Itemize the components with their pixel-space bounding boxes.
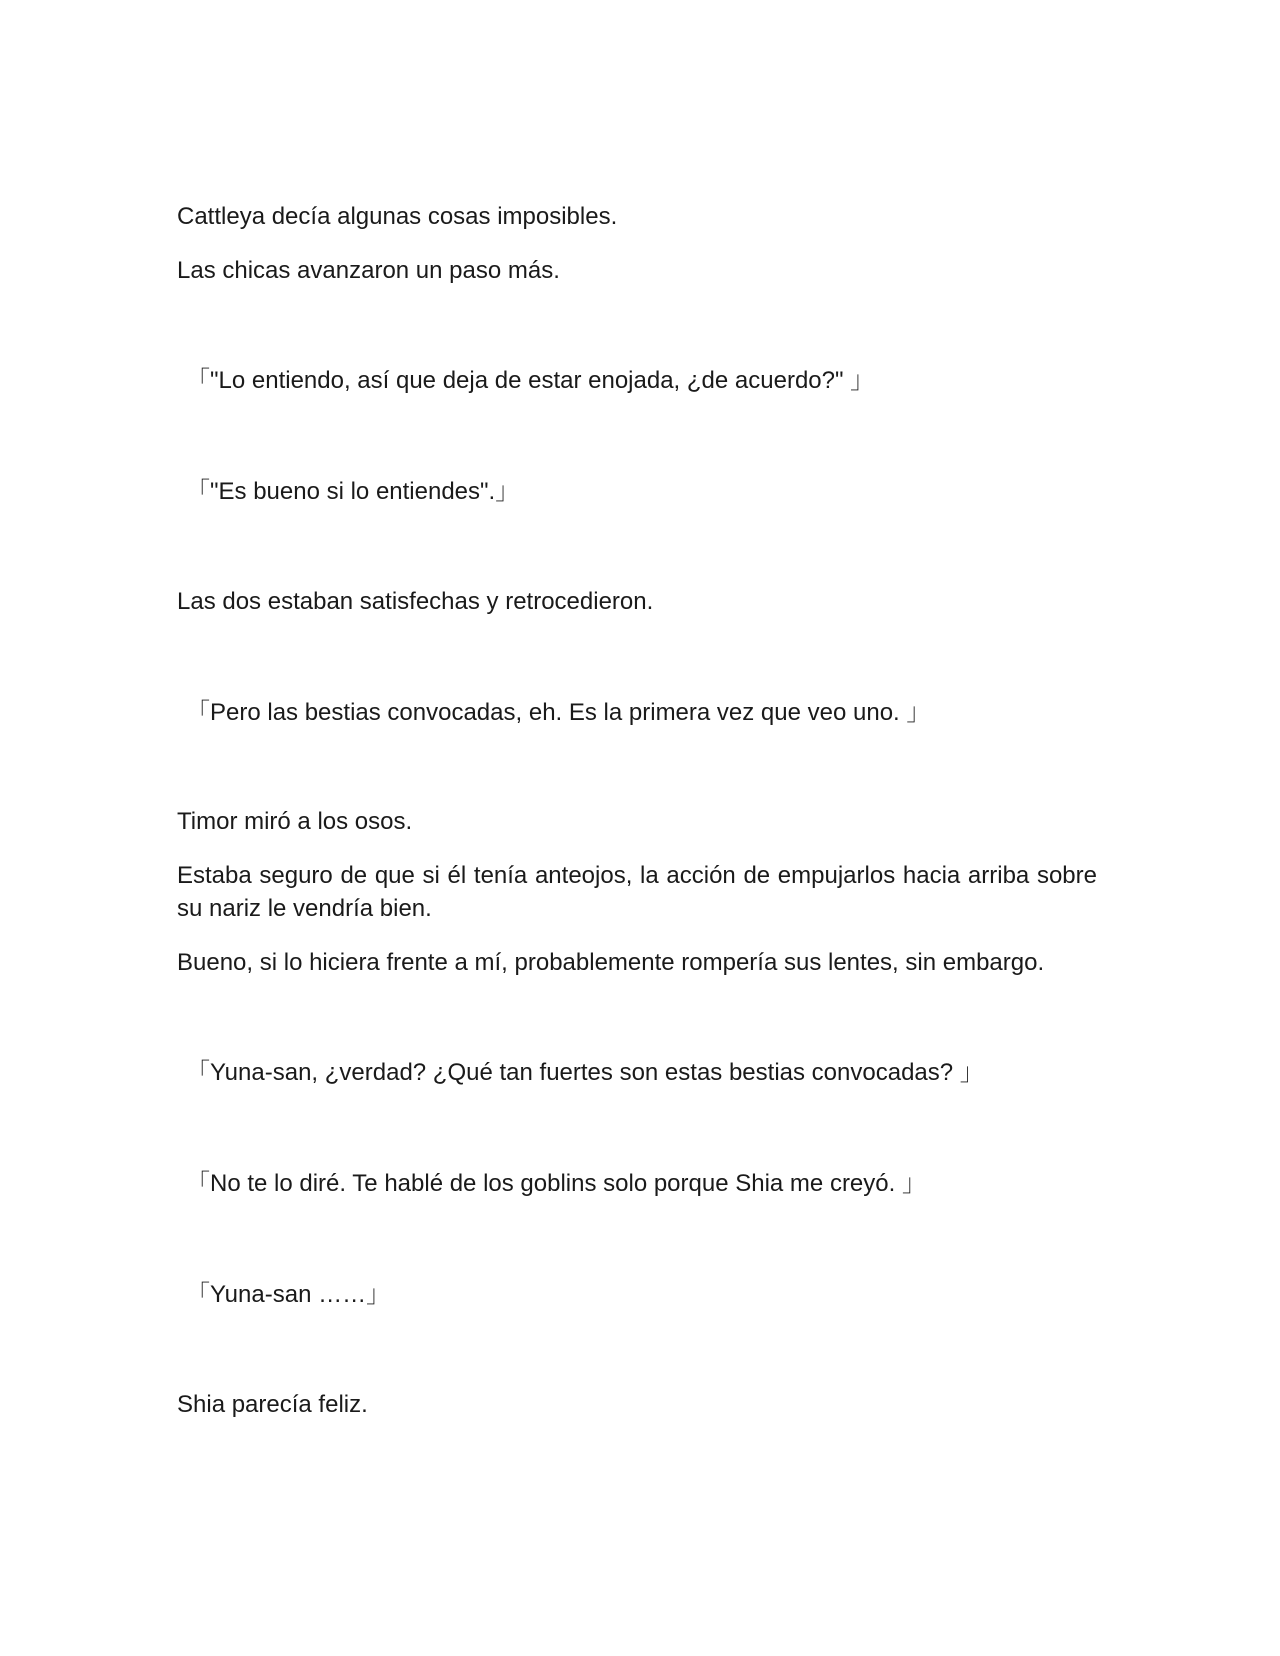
paragraph-narration: Bueno, si lo hiciera frente a mí, probablemente rompería sus lentes, sin embargo. [177,949,1045,976]
paragraph-dialogue: 「No te lo diré. Te hablé de los goblins solo porque Shia me creyó. 」 [186,1170,926,1197]
paragraph-narration: Las dos estaban satisfechas y retrocedieron. [177,588,654,615]
paragraph-dialogue: 「"Lo entiendo, así que deja de estar enojada, ¿de acuerdo?" 」 [186,367,875,394]
paragraph-dialogue: 「"Es bueno si lo entiendes".」 [186,478,520,505]
paragraph-narration: Timor miró a los osos. [177,808,413,835]
paragraph-narration: Estaba seguro de que si él tenía anteojos, la acción de empujarlos hacia arriba sobre su nariz le vendría bien. [177,862,1097,922]
paragraph-dialogue: 「Yuna-san ……」 [186,1281,391,1308]
paragraph-narration: Cattleya decía algunas cosas imposibles. [177,203,618,230]
paragraph-narration: Las chicas avanzaron un paso más. [177,257,560,284]
paragraph-narration: Shia parecía feliz. [177,1391,368,1418]
paragraph-dialogue: 「Pero las bestias convocadas, eh. Es la primera vez que veo uno. 」 [186,699,931,726]
paragraph-dialogue: 「Yuna-san, ¿verdad? ¿Qué tan fuertes son estas bestias convocadas? 」 [186,1059,984,1086]
